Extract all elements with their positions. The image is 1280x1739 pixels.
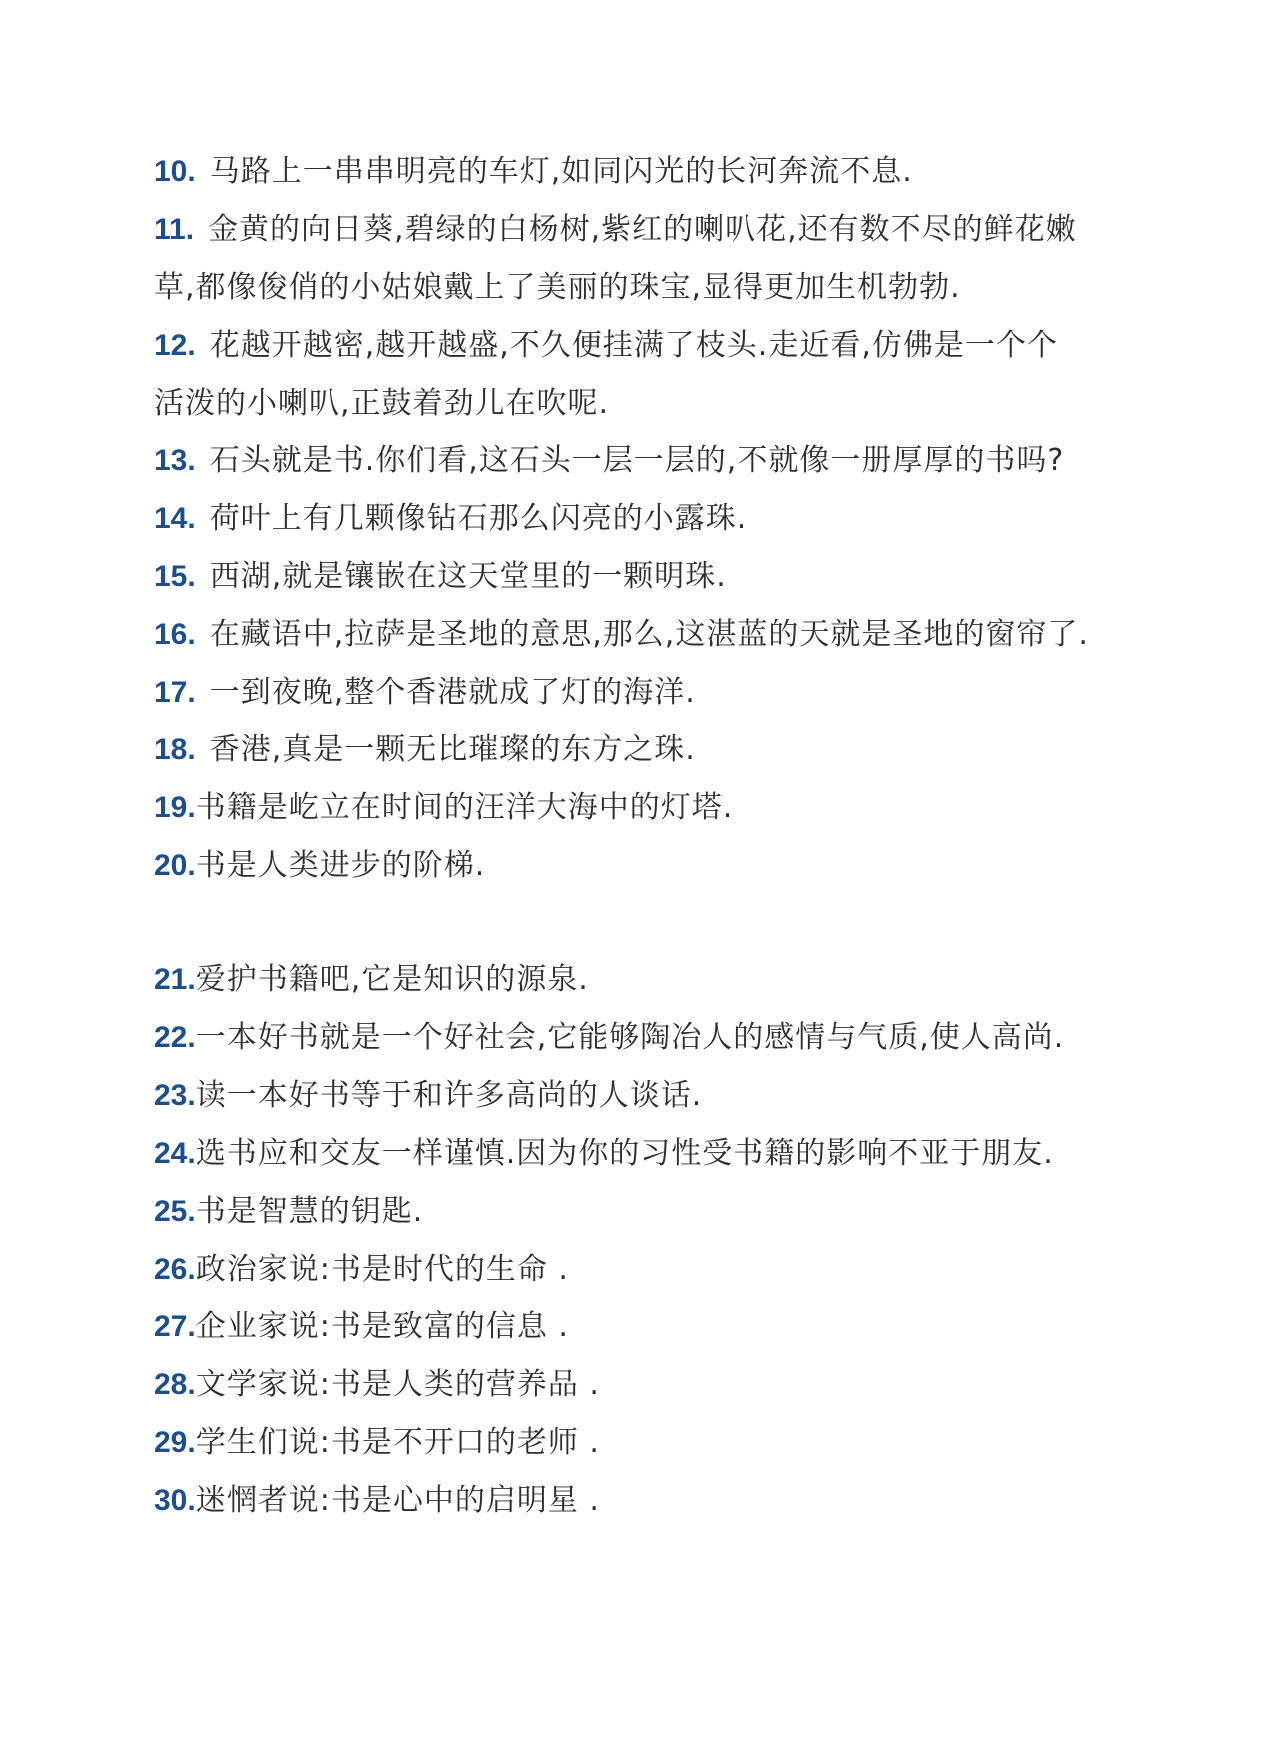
item-number: 29. [154,1426,196,1459]
item-number: 17. [154,676,196,709]
item-number: 18. [154,733,196,766]
item-text: 在藏语中,拉萨是圣地的意思,那么,这湛蓝的天就是圣地的窗帘了. [209,617,1089,652]
item-number: 26. [154,1253,196,1286]
list-item [154,205,1154,255]
item-text: 迷惘者说:书是心中的启明星 . [195,1483,600,1518]
item-text: 草,都像俊俏的小姑娘戴上了美丽的珠宝,显得更加生机勃勃. [154,270,961,305]
item-text: 书籍是屹立在时间的汪洋大海中的灯塔. [195,790,734,825]
item-text: 西湖,就是镶嵌在这天堂里的一颗明珠. [209,559,727,594]
list-item [154,783,1154,833]
list-item-continuation [154,379,1154,429]
item-text: 书是智慧的钥匙. [195,1194,424,1229]
list-item [154,436,1154,486]
list-item [154,1187,1154,1237]
item-number: 22. [154,1021,196,1054]
item-text: 金黄的向日葵,碧绿的白杨树,紫红的喇叭花,还有数不尽的鲜花嫩 [208,212,1077,247]
item-text: 一本好书就是一个好社会,它能够陶冶人的感情与气质,使人高尚. [195,1020,1065,1055]
item-text: 花越开越密,越开越盛,不久便挂满了枝头.走近看,仿佛是一个个 [209,328,1058,363]
list-item [154,1476,1154,1526]
list-item [154,955,1154,1005]
item-number: 14. [154,502,196,535]
item-number: 21. [154,963,196,996]
item-text: 学生们说:书是不开口的老师 . [195,1425,600,1460]
item-text: 选书应和交友一样谨慎.因为你的习性受书籍的影响不亚于朋友. [195,1136,1054,1171]
item-number: 11. [154,213,195,246]
item-number: 28. [154,1368,196,1401]
item-text: 企业家说:书是致富的信息 . [195,1309,569,1344]
item-text: 马路上一串串明亮的车灯,如同闪光的长河奔流不息. [209,154,913,189]
list-item-continuation [154,263,1154,313]
list-item [154,610,1154,660]
list-item [154,1360,1154,1410]
item-text: 活泼的小喇叭,正鼓着劲儿在吹呢. [154,386,610,421]
list-item [154,1129,1154,1179]
list-item [154,321,1154,371]
item-text: 读一本好书等于和许多高尚的人谈话. [195,1078,703,1113]
item-number: 27. [154,1310,196,1343]
item-number: 10. [154,155,196,188]
item-text: 荷叶上有几颗像钻石那么闪亮的小露珠. [209,501,748,536]
list-item [154,1013,1154,1063]
list-item [154,1245,1154,1295]
item-text: 政治家说:书是时代的生命 . [195,1252,569,1287]
item-text: 香港,真是一颗无比璀璨的东方之珠. [209,732,696,767]
list-item [154,1418,1154,1468]
list-item [154,841,1154,891]
item-number: 19. [154,791,196,824]
item-text: 文学家说:书是人类的营养品 . [195,1367,600,1402]
item-number: 16. [154,618,196,651]
list-item [154,1302,1154,1352]
list-item [154,1071,1154,1121]
item-number: 20. [154,849,196,882]
list-item [154,552,1154,602]
list-item [154,147,1154,197]
item-number: 15. [154,560,196,593]
item-number: 25. [154,1195,196,1228]
item-text: 一到夜晚,整个香港就成了灯的海洋. [209,675,696,710]
item-number: 24. [154,1137,196,1170]
item-text: 书是人类进步的阶梯. [195,848,486,883]
item-number: 13. [154,444,196,477]
item-number: 12. [154,329,196,362]
item-text: 石头就是书.你们看,这石头一层一层的,不就像一册厚厚的书吗? [209,443,1065,478]
item-number: 23. [154,1079,196,1112]
item-text: 爱护书籍吧,它是知识的源泉. [195,962,589,997]
item-number: 30. [154,1484,196,1517]
list-item [154,725,1154,775]
list-item [154,494,1154,544]
list-item [154,668,1154,718]
